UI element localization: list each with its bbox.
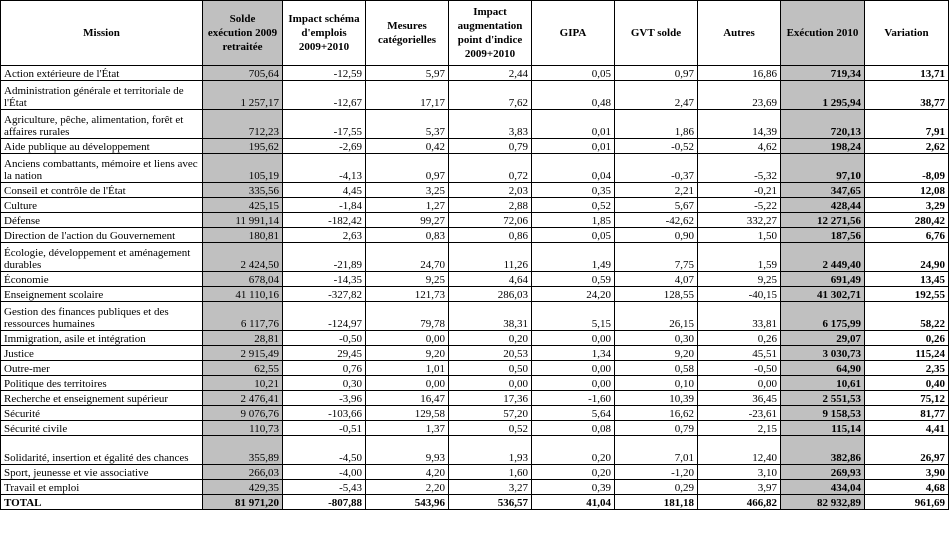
cell-autres: 3,97	[698, 480, 781, 495]
cell-gipa: 24,20	[532, 287, 615, 302]
cell-gipa: 5,64	[532, 406, 615, 421]
cell-solde: 9 076,76	[203, 406, 283, 421]
cell-variation: 26,97	[865, 436, 949, 465]
cell-impact-emplois: -2,69	[283, 139, 366, 154]
header-solde: Solde exécution 2009 retraitée	[203, 1, 283, 66]
cell-solde: 2 915,49	[203, 346, 283, 361]
cell-mesures: 5,97	[366, 66, 449, 81]
cell-mesures: 17,17	[366, 81, 449, 110]
cell-execution: 12 271,56	[781, 213, 865, 228]
cell-mesures: 9,25	[366, 272, 449, 287]
cell-gvt: 0,29	[615, 480, 698, 495]
cell-impact-point: 38,31	[449, 302, 532, 331]
cell-execution: 9 158,53	[781, 406, 865, 421]
cell-solde: 81 971,20	[203, 495, 283, 510]
header-gipa: GIPA	[532, 1, 615, 66]
cell-gipa: 0,05	[532, 66, 615, 81]
cell-gipa: 0,39	[532, 480, 615, 495]
table-row	[1, 139, 949, 154]
cell-variation: 2,35	[865, 361, 949, 376]
cell-impact-emplois: -4,13	[283, 154, 366, 183]
cell-variation: 961,69	[865, 495, 949, 510]
cell-execution: 691,49	[781, 272, 865, 287]
cell-impact-point: 1,93	[449, 436, 532, 465]
cell-variation: 0,40	[865, 376, 949, 391]
cell-variation: 13,45	[865, 272, 949, 287]
header-execution: Exécution 2010	[781, 1, 865, 66]
cell-mission: Immigration, asile et intégration	[1, 331, 203, 346]
cell-mission: Culture	[1, 198, 203, 213]
cell-execution: 6 175,99	[781, 302, 865, 331]
cell-autres: 332,27	[698, 213, 781, 228]
table-row	[1, 228, 949, 243]
cell-variation: 58,22	[865, 302, 949, 331]
cell-mesures: 129,58	[366, 406, 449, 421]
cell-impact-point: 0,20	[449, 331, 532, 346]
cell-variation: 4,68	[865, 480, 949, 495]
cell-autres: 12,40	[698, 436, 781, 465]
cell-gvt: 4,07	[615, 272, 698, 287]
cell-mission: Outre-mer	[1, 361, 203, 376]
cell-gipa: 0,52	[532, 198, 615, 213]
cell-mission: Défense	[1, 213, 203, 228]
cell-mission: Agriculture, pêche, alimentation, forêt et affaires rurales	[1, 110, 203, 139]
cell-execution: 97,10	[781, 154, 865, 183]
cell-solde: 10,21	[203, 376, 283, 391]
cell-mesures: 9,93	[366, 436, 449, 465]
cell-mesures: 0,42	[366, 139, 449, 154]
table-row	[1, 66, 949, 81]
cell-autres: 1,50	[698, 228, 781, 243]
cell-autres: 23,69	[698, 81, 781, 110]
cell-solde: 11 991,14	[203, 213, 283, 228]
cell-gipa: 0,35	[532, 183, 615, 198]
cell-mission: Écologie, développement et aménagement durables	[1, 243, 203, 272]
table-row	[1, 183, 949, 198]
table-row	[1, 436, 949, 465]
cell-impact-point: 0,00	[449, 376, 532, 391]
cell-autres: 9,25	[698, 272, 781, 287]
header-autres: Autres	[698, 1, 781, 66]
cell-execution: 64,90	[781, 361, 865, 376]
cell-gipa: 0,01	[532, 110, 615, 139]
cell-gipa: 0,20	[532, 465, 615, 480]
cell-mission: Administration générale et territoriale de l'État	[1, 81, 203, 110]
cell-mesures: 4,20	[366, 465, 449, 480]
cell-mesures: 0,97	[366, 154, 449, 183]
cell-impact-emplois: -0,50	[283, 331, 366, 346]
cell-impact-point: 3,27	[449, 480, 532, 495]
header-impact-emplois: Impact schéma d'emplois 2009+2010	[283, 1, 366, 66]
cell-variation: 24,90	[865, 243, 949, 272]
cell-impact-emplois: -14,35	[283, 272, 366, 287]
cell-autres: 14,39	[698, 110, 781, 139]
cell-impact-point: 0,79	[449, 139, 532, 154]
cell-mesures: 0,00	[366, 376, 449, 391]
cell-impact-point: 11,26	[449, 243, 532, 272]
cell-mesures: 1,37	[366, 421, 449, 436]
cell-impact-point: 3,83	[449, 110, 532, 139]
cell-autres: -5,22	[698, 198, 781, 213]
cell-variation: 3,90	[865, 465, 949, 480]
cell-gvt: 7,01	[615, 436, 698, 465]
cell-impact-emplois: -0,51	[283, 421, 366, 436]
cell-mission: Sport, jeunesse et vie associative	[1, 465, 203, 480]
cell-execution: 269,93	[781, 465, 865, 480]
cell-gvt: -42,62	[615, 213, 698, 228]
cell-gvt: 0,10	[615, 376, 698, 391]
cell-autres: 4,62	[698, 139, 781, 154]
cell-mission: Politique des territoires	[1, 376, 203, 391]
cell-impact-point: 4,64	[449, 272, 532, 287]
cell-impact-emplois: -17,55	[283, 110, 366, 139]
cell-gipa: 5,15	[532, 302, 615, 331]
cell-gvt: 0,58	[615, 361, 698, 376]
cell-gipa: 0,20	[532, 436, 615, 465]
cell-solde: 266,03	[203, 465, 283, 480]
cell-gvt: 0,79	[615, 421, 698, 436]
cell-gipa: -1,60	[532, 391, 615, 406]
header-gvt: GVT solde	[615, 1, 698, 66]
cell-gipa: 0,00	[532, 331, 615, 346]
cell-variation: 115,24	[865, 346, 949, 361]
cell-gvt: -1,20	[615, 465, 698, 480]
table-row	[1, 346, 949, 361]
table-row	[1, 243, 949, 272]
cell-solde: 712,23	[203, 110, 283, 139]
cell-impact-emplois: 4,45	[283, 183, 366, 198]
cell-gvt: -0,37	[615, 154, 698, 183]
cell-impact-point: 536,57	[449, 495, 532, 510]
cell-mission: Recherche et enseignement supérieur	[1, 391, 203, 406]
cell-autres: 2,15	[698, 421, 781, 436]
cell-variation: 81,77	[865, 406, 949, 421]
table-row	[1, 198, 949, 213]
table-row	[1, 110, 949, 139]
cell-impact-point: 0,72	[449, 154, 532, 183]
table-body	[1, 66, 949, 510]
cell-mission: Action extérieure de l'État	[1, 66, 203, 81]
cell-impact-point: 0,52	[449, 421, 532, 436]
cell-gvt: 2,47	[615, 81, 698, 110]
cell-mission: Direction de l'action du Gouvernement	[1, 228, 203, 243]
cell-gvt: 0,97	[615, 66, 698, 81]
cell-execution: 428,44	[781, 198, 865, 213]
cell-impact-emplois: -1,84	[283, 198, 366, 213]
cell-impact-emplois: 29,45	[283, 346, 366, 361]
cell-execution: 347,65	[781, 183, 865, 198]
cell-gvt: 1,86	[615, 110, 698, 139]
cell-solde: 110,73	[203, 421, 283, 436]
cell-mesures: 0,83	[366, 228, 449, 243]
cell-variation: 280,42	[865, 213, 949, 228]
cell-impact-point: 286,03	[449, 287, 532, 302]
cell-mesures: 1,27	[366, 198, 449, 213]
cell-mission: Solidarité, insertion et égalité des chances	[1, 436, 203, 465]
cell-gipa: 0,00	[532, 376, 615, 391]
cell-gvt: 9,20	[615, 346, 698, 361]
header-variation: Variation	[865, 1, 949, 66]
cell-impact-point: 2,88	[449, 198, 532, 213]
table-row	[1, 406, 949, 421]
cell-impact-emplois: -12,67	[283, 81, 366, 110]
cell-solde: 355,89	[203, 436, 283, 465]
cell-autres: -0,50	[698, 361, 781, 376]
cell-autres: -23,61	[698, 406, 781, 421]
cell-impact-emplois: -21,89	[283, 243, 366, 272]
table-header	[1, 1, 949, 66]
table-row	[1, 81, 949, 110]
cell-mission: Sécurité civile	[1, 421, 203, 436]
cell-impact-emplois: 0,76	[283, 361, 366, 376]
cell-mission: Anciens combattants, mémoire et liens avec la nation	[1, 154, 203, 183]
cell-impact-emplois: -103,66	[283, 406, 366, 421]
cell-autres: 36,45	[698, 391, 781, 406]
cell-mesures: 24,70	[366, 243, 449, 272]
cell-autres: 16,86	[698, 66, 781, 81]
cell-gvt: 0,30	[615, 331, 698, 346]
cell-impact-emplois: -327,82	[283, 287, 366, 302]
cell-solde: 678,04	[203, 272, 283, 287]
cell-impact-point: 17,36	[449, 391, 532, 406]
cell-impact-point: 7,62	[449, 81, 532, 110]
cell-gipa: 1,49	[532, 243, 615, 272]
cell-mesures: 121,73	[366, 287, 449, 302]
cell-variation: 38,77	[865, 81, 949, 110]
cell-gipa: 0,04	[532, 154, 615, 183]
cell-mesures: 99,27	[366, 213, 449, 228]
cell-impact-emplois: -3,96	[283, 391, 366, 406]
cell-variation: 13,71	[865, 66, 949, 81]
table-row	[1, 302, 949, 331]
cell-solde: 62,55	[203, 361, 283, 376]
cell-variation: 12,08	[865, 183, 949, 198]
cell-gvt: 2,21	[615, 183, 698, 198]
table-row	[1, 287, 949, 302]
cell-solde: 429,35	[203, 480, 283, 495]
cell-mesures: 9,20	[366, 346, 449, 361]
total-row	[1, 495, 949, 510]
cell-gvt: 26,15	[615, 302, 698, 331]
cell-variation: 4,41	[865, 421, 949, 436]
cell-mission: Travail et emploi	[1, 480, 203, 495]
cell-impact-point: 1,60	[449, 465, 532, 480]
cell-mesures: 2,20	[366, 480, 449, 495]
cell-variation: 7,91	[865, 110, 949, 139]
cell-gipa: 41,04	[532, 495, 615, 510]
cell-variation: -8,09	[865, 154, 949, 183]
cell-execution: 10,61	[781, 376, 865, 391]
cell-solde: 195,62	[203, 139, 283, 154]
cell-execution: 41 302,71	[781, 287, 865, 302]
cell-execution: 2 551,53	[781, 391, 865, 406]
cell-gvt: 10,39	[615, 391, 698, 406]
cell-autres: 45,51	[698, 346, 781, 361]
cell-mission: Aide publique au développement	[1, 139, 203, 154]
cell-variation: 75,12	[865, 391, 949, 406]
table-row	[1, 421, 949, 436]
cell-solde: 105,19	[203, 154, 283, 183]
cell-execution: 2 449,40	[781, 243, 865, 272]
cell-gvt: 5,67	[615, 198, 698, 213]
cell-mesures: 3,25	[366, 183, 449, 198]
cell-autres: -0,21	[698, 183, 781, 198]
cell-mesures: 79,78	[366, 302, 449, 331]
cell-gipa: 0,01	[532, 139, 615, 154]
cell-solde: 2 476,41	[203, 391, 283, 406]
cell-variation: 2,62	[865, 139, 949, 154]
cell-autres: -5,32	[698, 154, 781, 183]
table-row	[1, 154, 949, 183]
cell-impact-emplois: 0,30	[283, 376, 366, 391]
cell-autres: 0,26	[698, 331, 781, 346]
cell-impact-point: 20,53	[449, 346, 532, 361]
table-row	[1, 465, 949, 480]
cell-variation: 192,55	[865, 287, 949, 302]
cell-solde: 6 117,76	[203, 302, 283, 331]
cell-execution: 29,07	[781, 331, 865, 346]
cell-gvt: 128,55	[615, 287, 698, 302]
cell-mission: Conseil et contrôle de l'État	[1, 183, 203, 198]
cell-gvt: 181,18	[615, 495, 698, 510]
cell-mission: Gestion des finances publiques et des ressources humaines	[1, 302, 203, 331]
cell-impact-emplois: -124,97	[283, 302, 366, 331]
cell-mesures: 1,01	[366, 361, 449, 376]
header-mission: Mission	[1, 1, 203, 66]
cell-variation: 3,29	[865, 198, 949, 213]
cell-impact-emplois: 2,63	[283, 228, 366, 243]
cell-impact-point: 2,44	[449, 66, 532, 81]
cell-impact-point: 57,20	[449, 406, 532, 421]
cell-execution: 434,04	[781, 480, 865, 495]
table-row	[1, 331, 949, 346]
cell-mesures: 543,96	[366, 495, 449, 510]
header-mesures: Mesures catégorielles	[366, 1, 449, 66]
cell-impact-emplois: -4,00	[283, 465, 366, 480]
header-impact-point: Impact augmentation point d'indice 2009+2010	[449, 1, 532, 66]
cell-mission: Sécurité	[1, 406, 203, 421]
table-row	[1, 391, 949, 406]
table-row	[1, 361, 949, 376]
table-row	[1, 480, 949, 495]
cell-mesures: 0,00	[366, 331, 449, 346]
cell-impact-emplois: -4,50	[283, 436, 366, 465]
cell-execution: 719,34	[781, 66, 865, 81]
cell-impact-point: 0,86	[449, 228, 532, 243]
cell-autres: 33,81	[698, 302, 781, 331]
cell-execution: 198,24	[781, 139, 865, 154]
cell-impact-point: 2,03	[449, 183, 532, 198]
cell-autres: 1,59	[698, 243, 781, 272]
cell-impact-emplois: -12,59	[283, 66, 366, 81]
cell-impact-emplois: -5,43	[283, 480, 366, 495]
table-row	[1, 213, 949, 228]
cell-execution: 187,56	[781, 228, 865, 243]
cell-gipa: 0,08	[532, 421, 615, 436]
cell-execution: 3 030,73	[781, 346, 865, 361]
cell-autres: 466,82	[698, 495, 781, 510]
cell-mesures: 16,47	[366, 391, 449, 406]
cell-impact-emplois: -807,88	[283, 495, 366, 510]
cell-execution: 115,14	[781, 421, 865, 436]
cell-mission: Enseignement scolaire	[1, 287, 203, 302]
cell-impact-point: 0,50	[449, 361, 532, 376]
cell-gvt: 0,90	[615, 228, 698, 243]
cell-execution: 720,13	[781, 110, 865, 139]
cell-autres: 3,10	[698, 465, 781, 480]
cell-gvt: 7,75	[615, 243, 698, 272]
cell-mission: Justice	[1, 346, 203, 361]
cell-solde: 180,81	[203, 228, 283, 243]
cell-solde: 41 110,16	[203, 287, 283, 302]
cell-gipa: 1,85	[532, 213, 615, 228]
cell-mission: TOTAL	[1, 495, 203, 510]
cell-gvt: 16,62	[615, 406, 698, 421]
cell-gipa: 0,05	[532, 228, 615, 243]
cell-execution: 82 932,89	[781, 495, 865, 510]
cell-solde: 2 424,50	[203, 243, 283, 272]
cell-mission: Économie	[1, 272, 203, 287]
cell-execution: 382,86	[781, 436, 865, 465]
cell-solde: 28,81	[203, 331, 283, 346]
cell-impact-emplois: -182,42	[283, 213, 366, 228]
cell-gvt: -0,52	[615, 139, 698, 154]
cell-autres: -40,15	[698, 287, 781, 302]
table-row	[1, 272, 949, 287]
cell-gipa: 0,00	[532, 361, 615, 376]
cell-variation: 6,76	[865, 228, 949, 243]
cell-solde: 335,56	[203, 183, 283, 198]
cell-impact-point: 72,06	[449, 213, 532, 228]
cell-solde: 1 257,17	[203, 81, 283, 110]
cell-solde: 425,15	[203, 198, 283, 213]
cell-variation: 0,26	[865, 331, 949, 346]
cell-execution: 1 295,94	[781, 81, 865, 110]
cell-autres: 0,00	[698, 376, 781, 391]
cell-solde: 705,64	[203, 66, 283, 81]
cell-gipa: 0,59	[532, 272, 615, 287]
cell-mesures: 5,37	[366, 110, 449, 139]
table-row	[1, 376, 949, 391]
cell-gipa: 1,34	[532, 346, 615, 361]
cell-gipa: 0,48	[532, 81, 615, 110]
